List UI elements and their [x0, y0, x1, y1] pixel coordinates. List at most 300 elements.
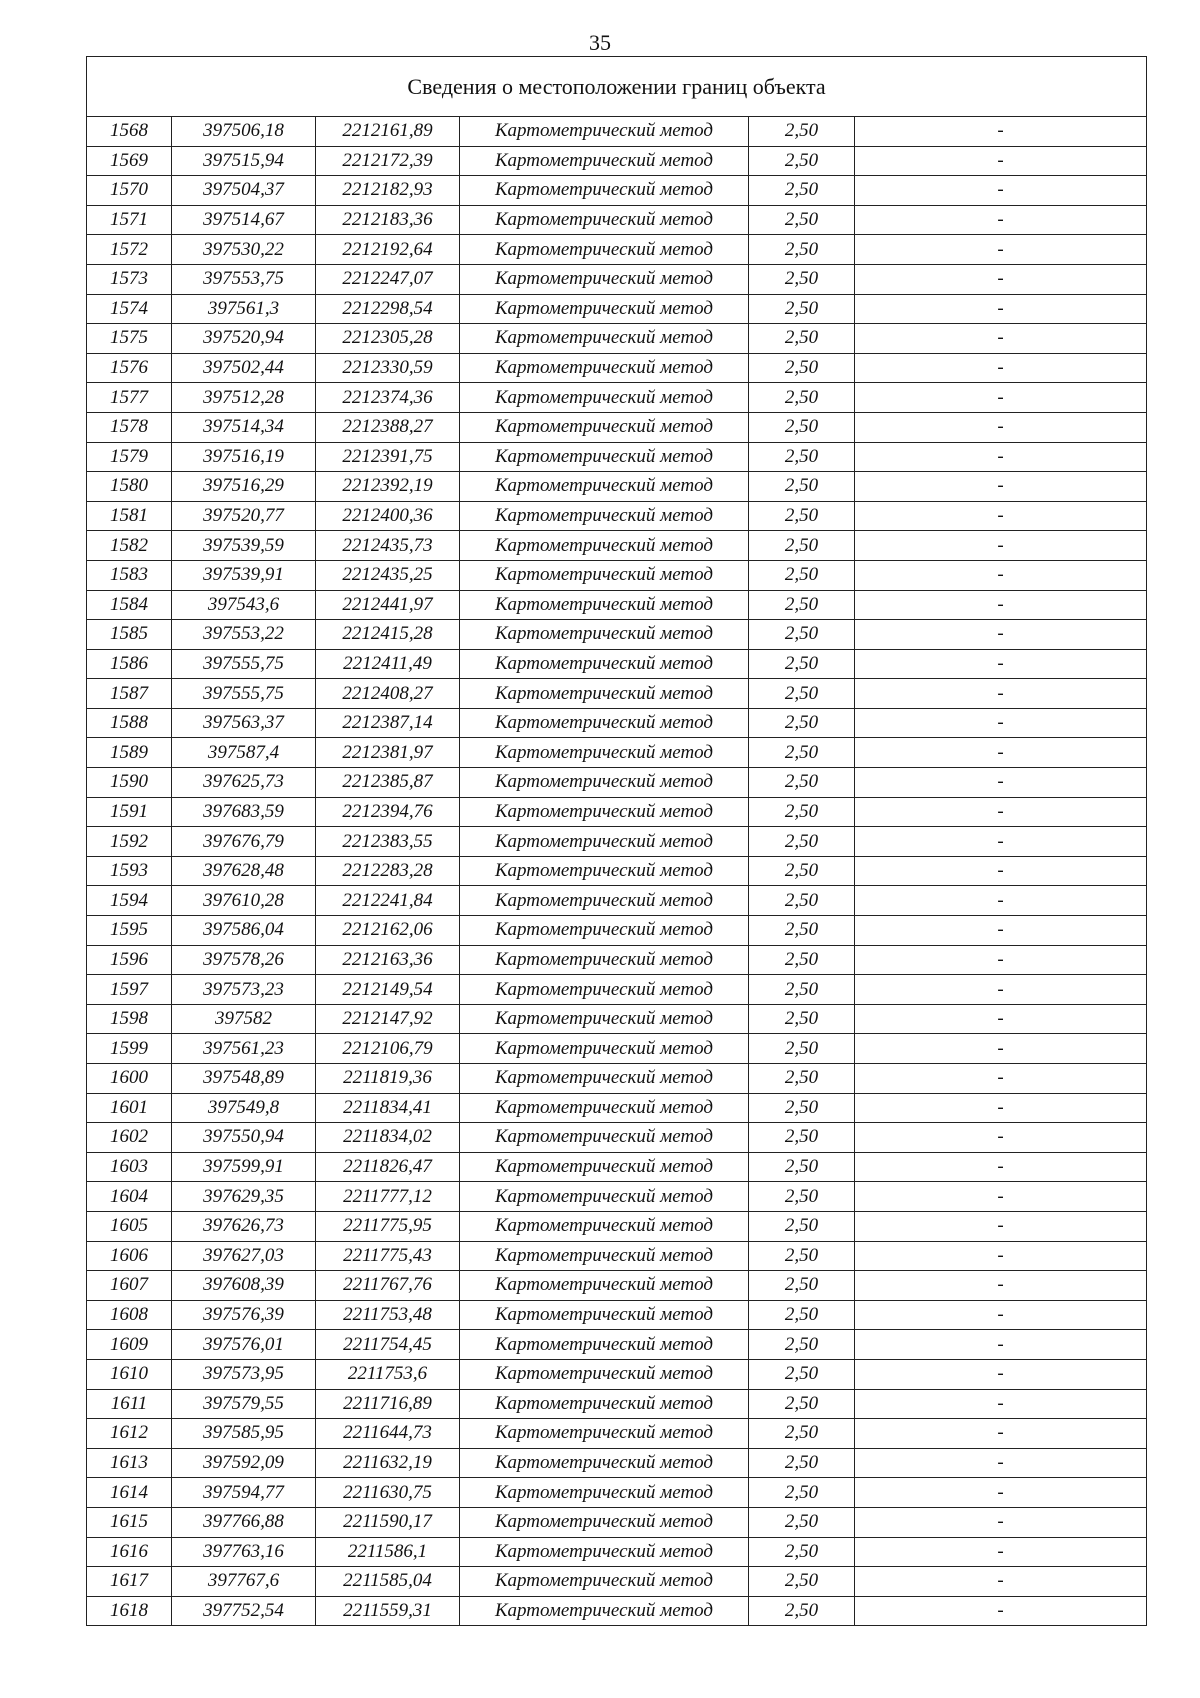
table-row: [87, 1182, 1147, 1212]
cell-point-number: 1614: [87, 1478, 172, 1508]
cell-point-number: 1588: [87, 708, 172, 738]
cell-coordinate-y: 2212172,39: [316, 146, 460, 176]
cell-description: -: [855, 975, 1147, 1005]
cell-accuracy: 2,50: [749, 1123, 855, 1153]
table-title: Сведения о местоположении границ объекта: [87, 57, 1147, 117]
cell-method: Картометрический метод: [460, 205, 749, 235]
table-row: [87, 1211, 1147, 1241]
cell-description: -: [855, 649, 1147, 679]
table-title-row: [87, 57, 1147, 117]
cell-description: -: [855, 1182, 1147, 1212]
cell-accuracy: 2,50: [749, 945, 855, 975]
cell-coordinate-y: 2212298,54: [316, 294, 460, 324]
cell-coordinate-x: 397502,44: [172, 353, 316, 383]
cell-point-number: 1575: [87, 324, 172, 354]
cell-coordinate-x: 397555,75: [172, 649, 316, 679]
cell-accuracy: 2,50: [749, 324, 855, 354]
cell-point-number: 1602: [87, 1123, 172, 1153]
table-row: [87, 620, 1147, 650]
cell-coordinate-y: 2212400,36: [316, 501, 460, 531]
cell-accuracy: 2,50: [749, 827, 855, 857]
table-row: [87, 235, 1147, 265]
cell-description: -: [855, 205, 1147, 235]
cell-method: Картометрический метод: [460, 620, 749, 650]
cell-method: Картометрический метод: [460, 442, 749, 472]
cell-accuracy: 2,50: [749, 1478, 855, 1508]
cell-coordinate-x: 397504,37: [172, 176, 316, 206]
cell-method: Картометрический метод: [460, 1537, 749, 1567]
cell-coordinate-y: 2212161,89: [316, 117, 460, 147]
cell-method: Картометрический метод: [460, 1211, 749, 1241]
cell-description: -: [855, 1300, 1147, 1330]
cell-description: -: [855, 1359, 1147, 1389]
cell-coordinate-x: 397766,88: [172, 1507, 316, 1537]
cell-accuracy: 2,50: [749, 916, 855, 946]
cell-description: -: [855, 590, 1147, 620]
cell-point-number: 1591: [87, 797, 172, 827]
cell-coordinate-x: 397520,94: [172, 324, 316, 354]
table-row: [87, 472, 1147, 502]
cell-method: Картометрический метод: [460, 1123, 749, 1153]
cell-method: Картометрический метод: [460, 531, 749, 561]
cell-point-number: 1596: [87, 945, 172, 975]
cell-description: -: [855, 768, 1147, 798]
cell-method: Картометрический метод: [460, 117, 749, 147]
cell-method: Картометрический метод: [460, 1567, 749, 1597]
cell-method: Картометрический метод: [460, 1596, 749, 1626]
cell-method: Картометрический метод: [460, 1419, 749, 1449]
cell-coordinate-y: 2211585,04: [316, 1567, 460, 1597]
cell-point-number: 1597: [87, 975, 172, 1005]
cell-method: Картометрический метод: [460, 472, 749, 502]
table-row: [87, 768, 1147, 798]
cell-accuracy: 2,50: [749, 1567, 855, 1597]
table-row: [87, 590, 1147, 620]
cell-accuracy: 2,50: [749, 1596, 855, 1626]
cell-coordinate-x: 397629,35: [172, 1182, 316, 1212]
cell-point-number: 1617: [87, 1567, 172, 1597]
cell-description: -: [855, 1004, 1147, 1034]
cell-accuracy: 2,50: [749, 264, 855, 294]
cell-method: Картометрический метод: [460, 856, 749, 886]
cell-coordinate-y: 2211753,48: [316, 1300, 460, 1330]
cell-method: Картометрический метод: [460, 945, 749, 975]
cell-method: Картометрический метод: [460, 679, 749, 709]
table-row: [87, 975, 1147, 1005]
cell-coordinate-x: 397561,23: [172, 1034, 316, 1064]
cell-point-number: 1603: [87, 1152, 172, 1182]
cell-accuracy: 2,50: [749, 146, 855, 176]
cell-description: -: [855, 1271, 1147, 1301]
cell-coordinate-x: 397594,77: [172, 1478, 316, 1508]
cell-point-number: 1584: [87, 590, 172, 620]
cell-description: -: [855, 442, 1147, 472]
table-row: [87, 1034, 1147, 1064]
cell-coordinate-y: 2212385,87: [316, 768, 460, 798]
cell-coordinate-x: 397579,55: [172, 1389, 316, 1419]
cell-accuracy: 2,50: [749, 1093, 855, 1123]
table-row: [87, 1271, 1147, 1301]
cell-coordinate-y: 2212241,84: [316, 886, 460, 916]
cell-point-number: 1580: [87, 472, 172, 502]
table-row: [87, 324, 1147, 354]
table-row: [87, 1359, 1147, 1389]
table-row: [87, 412, 1147, 442]
cell-description: -: [855, 738, 1147, 768]
cell-coordinate-x: 397625,73: [172, 768, 316, 798]
cell-description: -: [855, 1034, 1147, 1064]
cell-point-number: 1608: [87, 1300, 172, 1330]
cell-description: -: [855, 117, 1147, 147]
table-row: [87, 353, 1147, 383]
cell-coordinate-y: 2212192,64: [316, 235, 460, 265]
cell-coordinate-y: 2212183,36: [316, 205, 460, 235]
table-row: [87, 827, 1147, 857]
cell-method: Картометрический метод: [460, 975, 749, 1005]
cell-description: -: [855, 1507, 1147, 1537]
cell-method: Картометрический метод: [460, 501, 749, 531]
cell-description: -: [855, 324, 1147, 354]
cell-accuracy: 2,50: [749, 353, 855, 383]
cell-accuracy: 2,50: [749, 886, 855, 916]
cell-coordinate-y: 2212435,25: [316, 560, 460, 590]
cell-coordinate-y: 2212163,36: [316, 945, 460, 975]
cell-method: Картометрический метод: [460, 1300, 749, 1330]
cell-coordinate-y: 2212283,28: [316, 856, 460, 886]
cell-accuracy: 2,50: [749, 768, 855, 798]
cell-description: -: [855, 1537, 1147, 1567]
cell-coordinate-x: 397767,6: [172, 1567, 316, 1597]
cell-method: Картометрический метод: [460, 176, 749, 206]
page-number: 35: [589, 30, 611, 55]
cell-coordinate-x: 397586,04: [172, 916, 316, 946]
table-row: [87, 1123, 1147, 1153]
cell-accuracy: 2,50: [749, 442, 855, 472]
table-row: [87, 264, 1147, 294]
table-row: [87, 916, 1147, 946]
table-row: [87, 1478, 1147, 1508]
cell-coordinate-x: 397752,54: [172, 1596, 316, 1626]
cell-accuracy: 2,50: [749, 1448, 855, 1478]
cell-description: -: [855, 1389, 1147, 1419]
cell-coordinate-y: 2212147,92: [316, 1004, 460, 1034]
table-row: [87, 649, 1147, 679]
table-row: [87, 501, 1147, 531]
table-row: [87, 117, 1147, 147]
cell-method: Картометрический метод: [460, 649, 749, 679]
table-row: [87, 1507, 1147, 1537]
cell-method: Картометрический метод: [460, 1448, 749, 1478]
cell-description: -: [855, 1241, 1147, 1271]
cell-description: -: [855, 472, 1147, 502]
cell-description: -: [855, 1419, 1147, 1449]
cell-accuracy: 2,50: [749, 1389, 855, 1419]
cell-method: Картометрический метод: [460, 1093, 749, 1123]
cell-description: -: [855, 1478, 1147, 1508]
cell-method: Картометрический метод: [460, 1507, 749, 1537]
cell-method: Картометрический метод: [460, 412, 749, 442]
cell-coordinate-x: 397576,01: [172, 1330, 316, 1360]
cell-point-number: 1592: [87, 827, 172, 857]
cell-coordinate-x: 397676,79: [172, 827, 316, 857]
cell-point-number: 1610: [87, 1359, 172, 1389]
cell-accuracy: 2,50: [749, 1034, 855, 1064]
cell-accuracy: 2,50: [749, 1359, 855, 1389]
cell-description: -: [855, 353, 1147, 383]
cell-coordinate-y: 2211559,31: [316, 1596, 460, 1626]
cell-point-number: 1605: [87, 1211, 172, 1241]
cell-accuracy: 2,50: [749, 1300, 855, 1330]
cell-point-number: 1577: [87, 383, 172, 413]
cell-coordinate-x: 397763,16: [172, 1537, 316, 1567]
cell-coordinate-y: 2212388,27: [316, 412, 460, 442]
cell-coordinate-y: 2211826,47: [316, 1152, 460, 1182]
cell-point-number: 1570: [87, 176, 172, 206]
cell-method: Картометрический метод: [460, 235, 749, 265]
cell-coordinate-x: 397608,39: [172, 1271, 316, 1301]
cell-coordinate-x: 397514,34: [172, 412, 316, 442]
cell-description: -: [855, 1567, 1147, 1597]
cell-description: -: [855, 1123, 1147, 1153]
cell-point-number: 1594: [87, 886, 172, 916]
cell-description: -: [855, 560, 1147, 590]
cell-coordinate-y: 2211716,89: [316, 1389, 460, 1419]
cell-method: Картометрический метод: [460, 1182, 749, 1212]
table-row: [87, 738, 1147, 768]
cell-method: Картометрический метод: [460, 590, 749, 620]
cell-coordinate-x: 397548,89: [172, 1064, 316, 1094]
cell-coordinate-x: 397599,91: [172, 1152, 316, 1182]
cell-method: Картометрический метод: [460, 146, 749, 176]
cell-point-number: 1589: [87, 738, 172, 768]
cell-description: -: [855, 294, 1147, 324]
cell-method: Картометрический метод: [460, 1241, 749, 1271]
cell-coordinate-y: 2211777,12: [316, 1182, 460, 1212]
cell-accuracy: 2,50: [749, 117, 855, 147]
cell-coordinate-x: 397576,39: [172, 1300, 316, 1330]
table-row: [87, 1004, 1147, 1034]
cell-description: -: [855, 679, 1147, 709]
cell-method: Картометрический метод: [460, 1478, 749, 1508]
cell-coordinate-x: 397514,67: [172, 205, 316, 235]
cell-point-number: 1593: [87, 856, 172, 886]
cell-method: Картометрический метод: [460, 1004, 749, 1034]
cell-coordinate-y: 2211775,43: [316, 1241, 460, 1271]
cell-coordinate-x: 397530,22: [172, 235, 316, 265]
cell-coordinate-x: 397516,19: [172, 442, 316, 472]
cell-point-number: 1572: [87, 235, 172, 265]
cell-accuracy: 2,50: [749, 738, 855, 768]
cell-point-number: 1568: [87, 117, 172, 147]
cell-accuracy: 2,50: [749, 590, 855, 620]
cell-accuracy: 2,50: [749, 412, 855, 442]
cell-coordinate-x: 397578,26: [172, 945, 316, 975]
cell-method: Картометрический метод: [460, 264, 749, 294]
cell-coordinate-x: 397506,18: [172, 117, 316, 147]
cell-method: Картометрический метод: [460, 768, 749, 798]
cell-accuracy: 2,50: [749, 975, 855, 1005]
table-row: [87, 146, 1147, 176]
cell-accuracy: 2,50: [749, 383, 855, 413]
cell-point-number: 1600: [87, 1064, 172, 1094]
cell-accuracy: 2,50: [749, 708, 855, 738]
cell-point-number: 1611: [87, 1389, 172, 1419]
cell-coordinate-y: 2211775,95: [316, 1211, 460, 1241]
table-row: [87, 797, 1147, 827]
cell-accuracy: 2,50: [749, 797, 855, 827]
cell-coordinate-y: 2212391,75: [316, 442, 460, 472]
cell-accuracy: 2,50: [749, 856, 855, 886]
table-row: [87, 945, 1147, 975]
cell-coordinate-y: 2212383,55: [316, 827, 460, 857]
cell-method: Картометрический метод: [460, 738, 749, 768]
cell-description: -: [855, 856, 1147, 886]
cell-coordinate-x: 397553,75: [172, 264, 316, 294]
cell-coordinate-y: 2211754,45: [316, 1330, 460, 1360]
cell-point-number: 1601: [87, 1093, 172, 1123]
cell-description: -: [855, 797, 1147, 827]
cell-coordinate-y: 2212441,97: [316, 590, 460, 620]
table-row: [87, 1389, 1147, 1419]
table-row: [87, 886, 1147, 916]
cell-method: Картометрический метод: [460, 294, 749, 324]
cell-point-number: 1586: [87, 649, 172, 679]
cell-coordinate-y: 2211590,17: [316, 1507, 460, 1537]
cell-description: -: [855, 412, 1147, 442]
cell-coordinate-y: 2211753,6: [316, 1359, 460, 1389]
cell-accuracy: 2,50: [749, 1211, 855, 1241]
cell-method: Картометрический метод: [460, 708, 749, 738]
cell-description: -: [855, 620, 1147, 650]
cell-accuracy: 2,50: [749, 1507, 855, 1537]
table-row: [87, 1596, 1147, 1626]
cell-coordinate-x: 397626,73: [172, 1211, 316, 1241]
cell-description: -: [855, 235, 1147, 265]
cell-coordinate-y: 2211834,41: [316, 1093, 460, 1123]
cell-accuracy: 2,50: [749, 1152, 855, 1182]
cell-coordinate-y: 2212305,28: [316, 324, 460, 354]
table-row: [87, 176, 1147, 206]
cell-accuracy: 2,50: [749, 294, 855, 324]
cell-description: -: [855, 146, 1147, 176]
cell-coordinate-y: 2212149,54: [316, 975, 460, 1005]
cell-method: Картометрический метод: [460, 1359, 749, 1389]
cell-coordinate-x: 397592,09: [172, 1448, 316, 1478]
cell-description: -: [855, 1330, 1147, 1360]
cell-coordinate-x: 397515,94: [172, 146, 316, 176]
table-row: [87, 1330, 1147, 1360]
cell-coordinate-y: 2212415,28: [316, 620, 460, 650]
boundary-table: [86, 56, 1147, 1626]
cell-accuracy: 2,50: [749, 1330, 855, 1360]
cell-coordinate-y: 2212392,19: [316, 472, 460, 502]
cell-description: -: [855, 531, 1147, 561]
cell-coordinate-y: 2212374,36: [316, 383, 460, 413]
cell-description: -: [855, 1152, 1147, 1182]
table-row: [87, 1537, 1147, 1567]
cell-description: -: [855, 1093, 1147, 1123]
cell-method: Картометрический метод: [460, 1389, 749, 1419]
cell-accuracy: 2,50: [749, 1241, 855, 1271]
table-row: [87, 531, 1147, 561]
cell-point-number: 1613: [87, 1448, 172, 1478]
cell-point-number: 1612: [87, 1419, 172, 1449]
cell-description: -: [855, 383, 1147, 413]
cell-point-number: 1606: [87, 1241, 172, 1271]
cell-accuracy: 2,50: [749, 1004, 855, 1034]
cell-coordinate-x: 397573,95: [172, 1359, 316, 1389]
cell-coordinate-x: 397683,59: [172, 797, 316, 827]
cell-point-number: 1573: [87, 264, 172, 294]
cell-description: -: [855, 1596, 1147, 1626]
cell-point-number: 1578: [87, 412, 172, 442]
table-row: [87, 383, 1147, 413]
cell-description: -: [855, 1211, 1147, 1241]
cell-description: -: [855, 1448, 1147, 1478]
cell-method: Картометрический метод: [460, 797, 749, 827]
cell-accuracy: 2,50: [749, 235, 855, 265]
cell-point-number: 1569: [87, 146, 172, 176]
cell-point-number: 1616: [87, 1537, 172, 1567]
cell-coordinate-x: 397627,03: [172, 1241, 316, 1271]
cell-coordinate-y: 2212381,97: [316, 738, 460, 768]
cell-method: Картометрический метод: [460, 560, 749, 590]
cell-coordinate-x: 397582: [172, 1004, 316, 1034]
table-row: [87, 1419, 1147, 1449]
cell-coordinate-y: 2212411,49: [316, 649, 460, 679]
table-body: [87, 57, 1147, 1626]
cell-coordinate-x: 397555,75: [172, 679, 316, 709]
table-row: [87, 679, 1147, 709]
cell-point-number: 1574: [87, 294, 172, 324]
cell-point-number: 1598: [87, 1004, 172, 1034]
cell-coordinate-y: 2212330,59: [316, 353, 460, 383]
cell-accuracy: 2,50: [749, 1271, 855, 1301]
cell-point-number: 1581: [87, 501, 172, 531]
cell-method: Картометрический метод: [460, 827, 749, 857]
cell-method: Картометрический метод: [460, 1152, 749, 1182]
cell-description: -: [855, 264, 1147, 294]
table-row: [87, 560, 1147, 590]
table-row: [87, 1093, 1147, 1123]
cell-accuracy: 2,50: [749, 472, 855, 502]
cell-coordinate-y: 2212162,06: [316, 916, 460, 946]
cell-coordinate-y: 2211834,02: [316, 1123, 460, 1153]
cell-point-number: 1604: [87, 1182, 172, 1212]
cell-accuracy: 2,50: [749, 560, 855, 590]
cell-coordinate-y: 2211819,36: [316, 1064, 460, 1094]
cell-point-number: 1599: [87, 1034, 172, 1064]
cell-accuracy: 2,50: [749, 679, 855, 709]
cell-description: -: [855, 1064, 1147, 1094]
cell-method: Картометрический метод: [460, 353, 749, 383]
cell-coordinate-y: 2211644,73: [316, 1419, 460, 1449]
cell-description: -: [855, 827, 1147, 857]
cell-coordinate-x: 397549,8: [172, 1093, 316, 1123]
cell-accuracy: 2,50: [749, 1064, 855, 1094]
cell-description: -: [855, 886, 1147, 916]
cell-point-number: 1579: [87, 442, 172, 472]
cell-coordinate-x: 397539,91: [172, 560, 316, 590]
cell-accuracy: 2,50: [749, 1182, 855, 1212]
cell-coordinate-y: 2212408,27: [316, 679, 460, 709]
cell-method: Картометрический метод: [460, 1064, 749, 1094]
cell-accuracy: 2,50: [749, 1537, 855, 1567]
table-row: [87, 1448, 1147, 1478]
table-row: [87, 1064, 1147, 1094]
cell-method: Картометрический метод: [460, 383, 749, 413]
cell-description: -: [855, 945, 1147, 975]
